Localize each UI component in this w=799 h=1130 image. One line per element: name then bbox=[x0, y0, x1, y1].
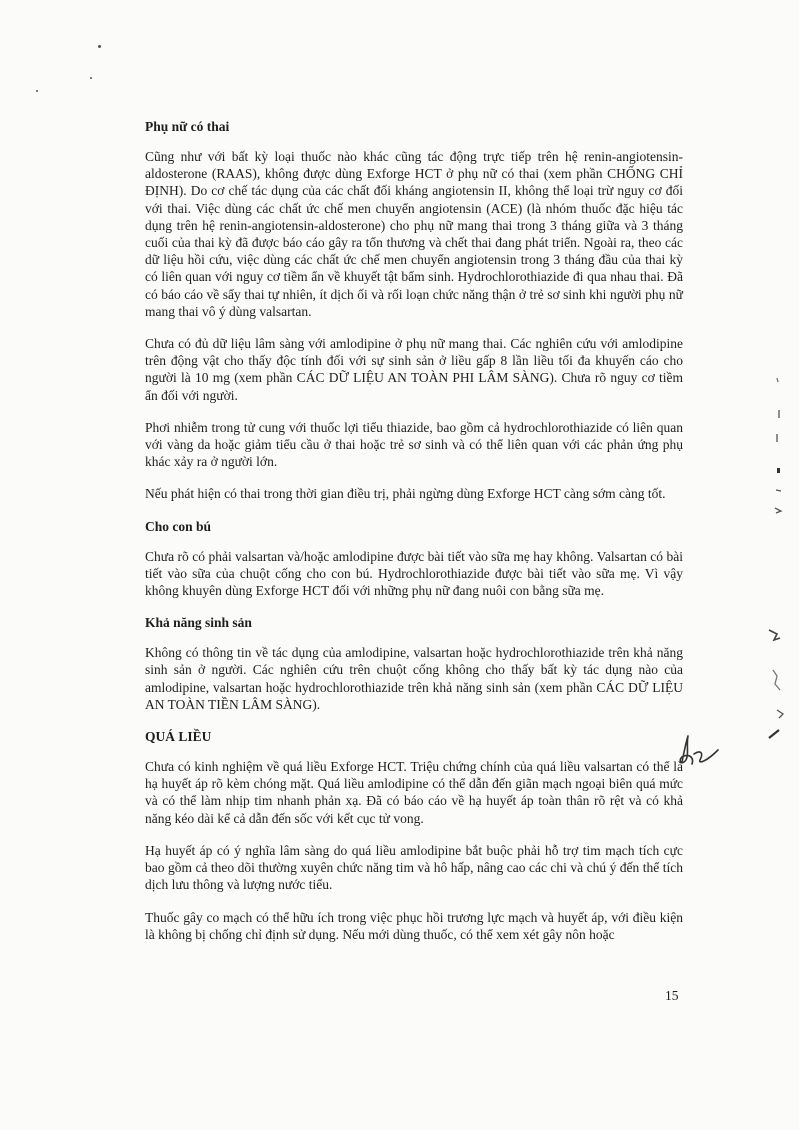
scan-speck bbox=[98, 45, 101, 48]
handwritten-initials bbox=[676, 732, 724, 772]
section-heading: QUÁ LIỀU bbox=[145, 729, 212, 745]
page-number: 15 bbox=[665, 988, 679, 1003]
paragraph: Thuốc gây co mạch có thể hữu ích trong việc phục hồi trương lực mạch và huyết áp, với điều kiện là không bị chống chỉ định sử dụng. Nếu mới dùng thuốc, có thể xem xét gây nôn hoặc bbox=[145, 909, 683, 942]
section-fertility bbox=[145, 614, 683, 713]
section-breastfeeding bbox=[145, 518, 683, 600]
paragraph: Chưa có kinh nghiệm về quá liều Exforge HCT. Triệu chứng chính của quá liều valsartan có thể là hạ huyết áp rõ kèm chóng mặt. Quá liều amlodipine có thể dẫn đến giãn mạch ngoại biên quá mức và có thể làm nhịp tim nhanh phản xạ. Đã có báo cáo về hạ huyết áp toàn thân rõ rệt và có khả năng kéo dài kể cả dẫn đến sốc với kết cục tử vong. bbox=[145, 759, 683, 826]
section-heading: Phụ nữ có thai bbox=[145, 119, 230, 134]
paragraph: Phơi nhiễm trong tử cung với thuốc lợi tiểu thiazide, bao gồm cả hydrochlorothiazide có liên quan với vàng da hoặc giảm tiểu cầu ở thai hoặc trẻ sơ sinh và có thể liên quan với các phản ứng phụ khác xảy ra ở người lớn. bbox=[145, 419, 683, 470]
paragraph: Chưa có đủ dữ liệu lâm sàng với amlodipine ở phụ nữ mang thai. Các nghiên cứu với amlodipine trên động vật cho thấy độc tính đối với sự sinh sản ở liều gấp 8 lần liều tối đa khuyến cáo cho người là 10 mg (xem phần CÁC DỮ LIỆU AN TOÀN PHI LÂM SÀNG). Chưa rõ nguy cơ tiềm ẩn đối với người. bbox=[145, 336, 683, 403]
document-body bbox=[145, 118, 683, 958]
section-heading: Khả năng sinh sản bbox=[145, 615, 252, 631]
paragraph: Không có thông tin về tác dụng của amlodipine, valsartan hoặc hydrochlorothiazide trên khả năng sinh sản ở người. Các nghiên cứu trên chuột cống không cho thấy bất kỳ tác dụng nào của amlodipine, valsartan hoặc hydrochlorothiazide trên khả năng sinh sản (xem phần CÁC DỮ LIỆU AN TOÀN TIỀN LÂM SÀNG). bbox=[145, 645, 683, 712]
paragraph: Nếu phát hiện có thai trong thời gian điều trị, phải ngừng dùng Exforge HCT càng sớm càng tốt. bbox=[145, 486, 666, 502]
scan-speck bbox=[90, 77, 92, 79]
paragraph: Chưa rõ có phải valsartan và/hoặc amlodipine được bài tiết vào sữa mẹ hay không. Valsartan có bài tiết vào sữa của chuột cống cho con bú. Hydrochlorothiazide được bài tiết vào sữa mẹ. Vì vậy không khuyên dùng Exforge HCT đối với những phụ nữ đang nuôi con bằng sữa mẹ. bbox=[145, 548, 683, 599]
paragraph: Cũng như với bất kỳ loại thuốc nào khác cũng tác động trực tiếp trên hệ renin-angiotensin-aldosterone (RAAS), không được dùng Exforge HCT ở phụ nữ có thai (xem phần CHỐNG CHỈ ĐỊNH). Do cơ chế tác dụng của các chất đối kháng angiotensin II, không thể loại trừ nguy cơ đối với thai. Việc dùng các chất ức chế men chuyển angiotensin (ACE) (là nhóm thuốc đặc hiệu tác dụng trên hệ renin-angiotensin-aldosterone) cho phụ nữ mang thai trong 3 tháng giữa và 3 tháng cuối của thai kỳ đã được báo cáo gây ra tổn thương và chết thai đang phát triển. Ngoài ra, theo các dữ liệu hồi cứu, việc dùng các chất ức chế men chuyển angiotensin trong 3 tháng đầu của thai kỳ có liên quan với nguy cơ tiềm ẩn về khuyết tật bẩm sinh. Hydrochlorothiazide đi qua nhau thai. Đã có báo cáo về sẩy thai tự nhiên, ít dịch ối và rối loạn chức năng thận ở trẻ sơ sinh khi người phụ nữ mang thai vô ý dùng valsartan. bbox=[145, 149, 683, 319]
section-heading: Cho con bú bbox=[145, 518, 212, 534]
section-pregnancy bbox=[145, 118, 683, 503]
margin-scan-marks bbox=[755, 370, 795, 770]
scan-speck bbox=[36, 90, 38, 92]
section-overdose bbox=[145, 728, 683, 943]
paragraph: Hạ huyết áp có ý nghĩa lâm sàng do quá liều amlodipine bắt buộc phải hỗ trợ tim mạch tích cực bao gồm cả theo dõi thường xuyên chức năng tim và hô hấp, nâng cao các chi và chú ý đến thể tích dịch lưu thông và lượng nước tiểu. bbox=[145, 842, 683, 893]
